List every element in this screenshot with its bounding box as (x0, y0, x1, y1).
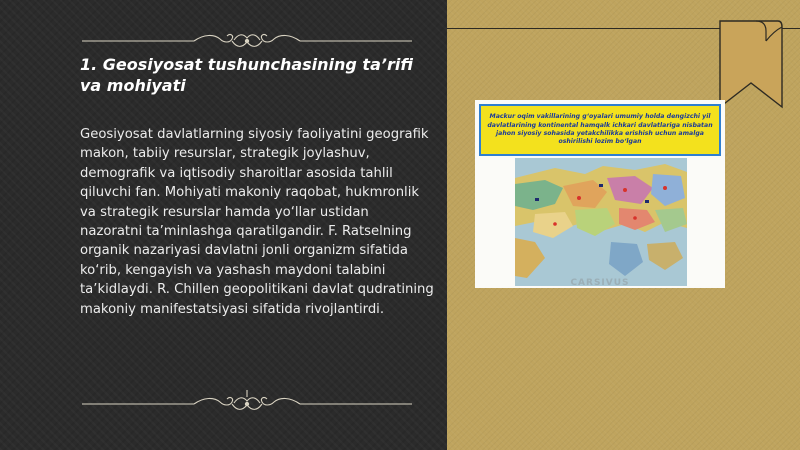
flourish-divider-icon (82, 388, 412, 418)
map-image-card (475, 100, 725, 288)
image-caption-box (479, 104, 721, 156)
bookmark-ribbon-icon (716, 17, 784, 111)
image-caption-text: Mackur oqim vakillarining g‘oyalari umumiy holda dengizchi yil davlatlarining kontinental hamqalk ichkari davlatlariga nisbatan jahon siyosiy sohasida yetakchilikka erishish uchun amalga oshirilishi lozim bo‘lgan (487, 113, 713, 146)
slide-body-text: Geosiyosat davlatlarning siyosiy faoliyatini geografik makon, tabiiy resurslar, strategik joylashuv, demografik va iqtisodiy sharoitlar asosida tahlil qiluvchi fan. Mohiyati makoniy raqobat, hukmronlik va strategik resurslar hamda yo‘llar ustidan nazoratni ta’minlashga qaratilgandir. F. Ratselning organik nazariyasi davlatni jonli organizm sifatida ko‘rib, kengayish va yashash maydoni talabini ta’kidlaydi. R. Chillen geopolitikani davlat qudratining makoniy manifestatsiyasi sifatida rivojlantirdi. (80, 127, 434, 317)
flourish-divider-icon (82, 30, 412, 52)
world-map-illustration (515, 158, 687, 286)
slide-title: 1. Geosiyosat tushunchasining ta’rifi va mohiyati (80, 55, 413, 95)
image-watermark: CARSIVUS (570, 278, 630, 288)
